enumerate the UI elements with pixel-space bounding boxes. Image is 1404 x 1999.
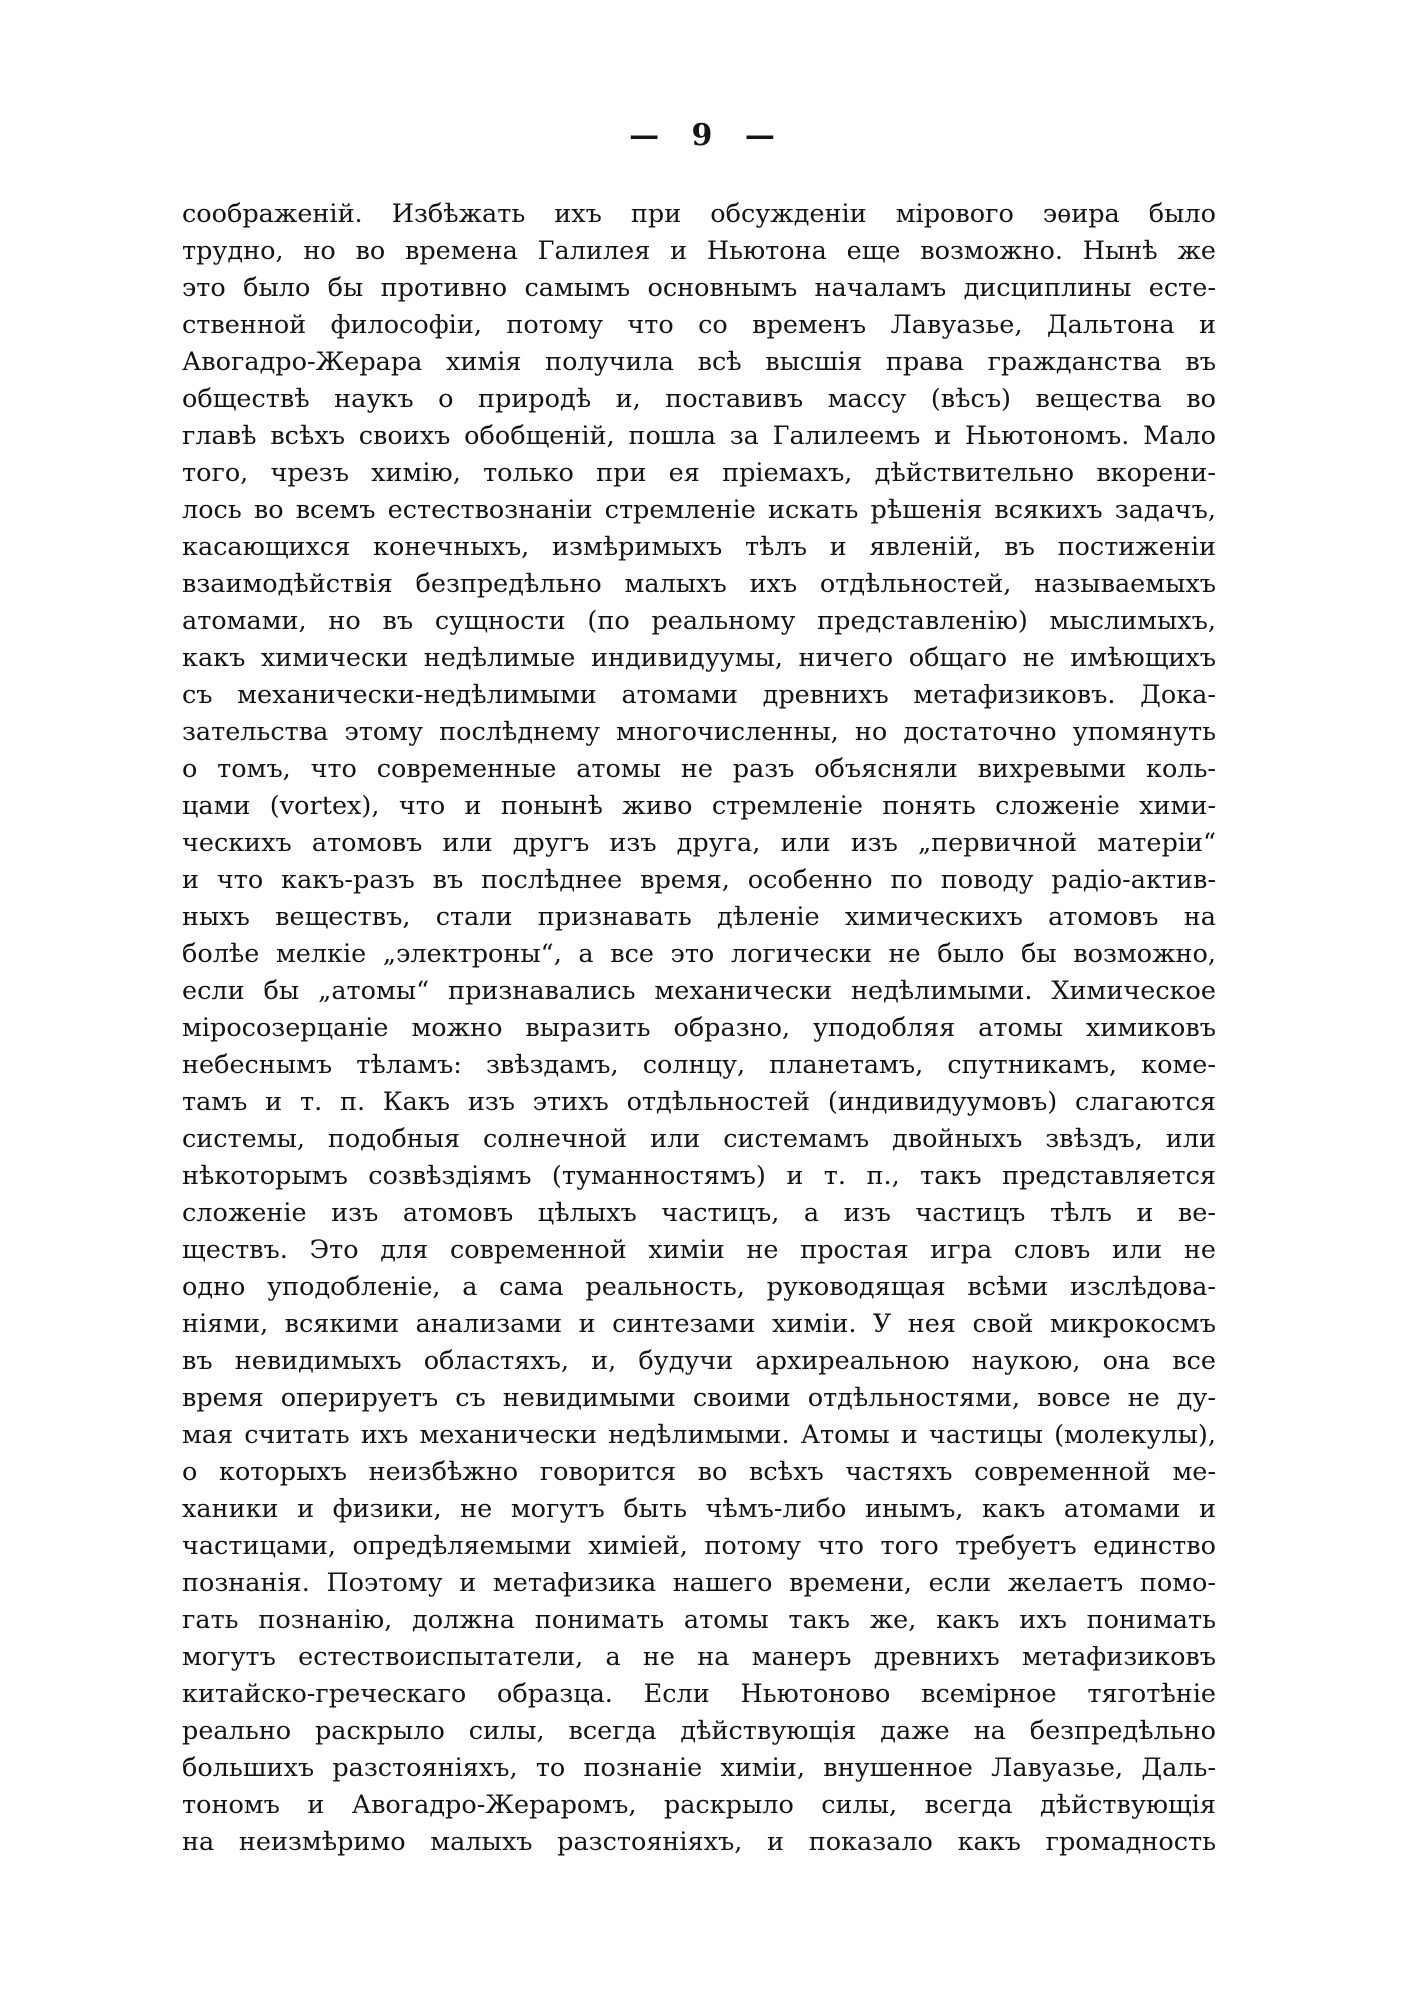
text-line: китайско-греческаго образца. Если Ньютоново всемірное тяготѣніе — [182, 1679, 1216, 1709]
text-line: мая считать ихъ механически недѣлимыми. Атомы и частицы (молекулы), — [182, 1420, 1216, 1450]
text-line: гать познанію, должна понимать атомы такъ же, какъ ихъ понимать — [182, 1605, 1216, 1635]
text-line: обществѣ наукъ о природѣ и, поставивъ массу (вѣсъ) вещества во — [182, 384, 1216, 414]
text-line: атомами, но въ сущности (по реальному представленію) мыслимыхъ, — [182, 606, 1216, 636]
text-line: трудно, но во времена Галилея и Ньютона еще возможно. Нынѣ же — [182, 236, 1216, 266]
text-line: какъ химически недѣлимые индивидуумы, ничего общаго не имѣющихъ — [182, 643, 1216, 673]
text-line: зательства этому послѣднему многочисленны, но достаточно упомянуть — [182, 717, 1216, 747]
text-line: одно уподобленіе, а сама реальность, руководящая всѣми изслѣдова- — [182, 1272, 1216, 1302]
text-line: лось во всемъ естествознаніи стремленіе искать рѣшенія всякихъ задачъ, — [182, 495, 1216, 525]
text-line: на неизмѣримо малыхъ разстояніяхъ, и показало какъ громадность — [182, 1827, 1216, 1857]
text-line: большихъ разстояніяхъ, то познаніе химіи, внушенное Лавуазье, Даль- — [182, 1753, 1216, 1783]
text-line: міросозерцаніе можно выразить образно, уподобляя атомы химиковъ — [182, 1013, 1216, 1043]
page-number: — 9 — — [629, 118, 775, 153]
text-line: небеснымъ тѣламъ: звѣздамъ, солнцу, планетамъ, спутникамъ, коме- — [182, 1050, 1216, 1080]
text-line: болѣе мелкіе „электроны“, а все это логически не было бы возможно, — [182, 939, 1216, 969]
text-line: тамъ и т. п. Какъ изъ этихъ отдѣльностей (индивидуумовъ) слагаются — [182, 1087, 1216, 1117]
text-line: тономъ и Авогадро-Жераромъ, раскрыло силы, всегда дѣйствующія — [182, 1790, 1216, 1820]
text-line: главѣ всѣхъ своихъ обобщеній, пошла за Галилеемъ и Ньютономъ. Мало — [182, 421, 1216, 451]
text-line: системы, подобныя солнечной или системамъ двойныхъ звѣздъ, или — [182, 1124, 1216, 1154]
text-line: о томъ, что современные атомы не разъ объясняли вихревыми коль- — [182, 754, 1216, 784]
text-line: ственной философіи, потому что со временъ Лавуазье, Дальтона и — [182, 310, 1216, 340]
text-line: частицами, опредѣляемыми химіей, потому что того требуетъ единство — [182, 1531, 1216, 1561]
text-line: это было бы противно самымъ основнымъ началамъ дисциплины есте- — [182, 273, 1216, 303]
text-line: Авогадро-Жерара химія получила всѣ высшія права гражданства въ — [182, 347, 1216, 377]
text-line: соображеній. Избѣжать ихъ при обсужденіи мірового эѳира было — [182, 199, 1216, 229]
text-line: реально раскрыло силы, всегда дѣйствующія даже на безпредѣльно — [182, 1716, 1216, 1746]
text-line: въ невидимыхъ областяхъ, и, будучи архиреальною наукою, она все — [182, 1346, 1216, 1376]
text-line: время оперируетъ съ невидимыми своими отдѣльностями, вовсе не ду- — [182, 1383, 1216, 1413]
text-line: нѣкоторымъ созвѣздіямъ (туманностямъ) и т. п., такъ представляется — [182, 1161, 1216, 1191]
text-line: и что какъ-разъ въ послѣднее время, особенно по поводу радіо-актив- — [182, 865, 1216, 895]
text-line: если бы „атомы“ признавались механически недѣлимыми. Химическое — [182, 976, 1216, 1006]
text-line: съ механически-недѣлимыми атомами древнихъ метафизиковъ. Дока- — [182, 680, 1216, 710]
text-line: касающихся конечныхъ, измѣримыхъ тѣлъ и явленій, въ постиженіи — [182, 532, 1216, 562]
text-line: могутъ естествоиспытатели, а не на манеръ древнихъ метафизиковъ — [182, 1642, 1216, 1672]
text-line: сложеніе изъ атомовъ цѣлыхъ частицъ, а изъ частицъ тѣлъ и ве- — [182, 1198, 1216, 1228]
text-line: взаимодѣйствія безпредѣльно малыхъ ихъ отдѣльностей, называемыхъ — [182, 569, 1216, 599]
text-line: цами (vortex), что и понынѣ живо стремленіе понять сложеніе хими- — [182, 791, 1216, 821]
text-line: ществъ. Это для современной химіи не простая игра словъ или не — [182, 1235, 1216, 1265]
text-line: того, чрезъ химію, только при ея пріемахъ, дѣйствительно вкорени- — [182, 458, 1216, 488]
text-line: ніями, всякими анализами и синтезами химіи. У нея свой микрокосмъ — [182, 1309, 1216, 1339]
text-line: познанія. Поэтому и метафизика нашего времени, если желаетъ помо- — [182, 1568, 1216, 1598]
body-text — [182, 196, 1216, 1861]
text-line: ханики и физики, не могутъ быть чѣмъ-либо инымъ, какъ атомами и — [182, 1494, 1216, 1524]
text-line: ныхъ веществъ, стали признавать дѣленіе химическихъ атомовъ на — [182, 902, 1216, 932]
text-line: ческихъ атомовъ или другъ изъ друга, или изъ „первичной матеріи“ — [182, 828, 1216, 858]
text-line: о которыхъ неизбѣжно говорится во всѣхъ частяхъ современной ме- — [182, 1457, 1216, 1487]
